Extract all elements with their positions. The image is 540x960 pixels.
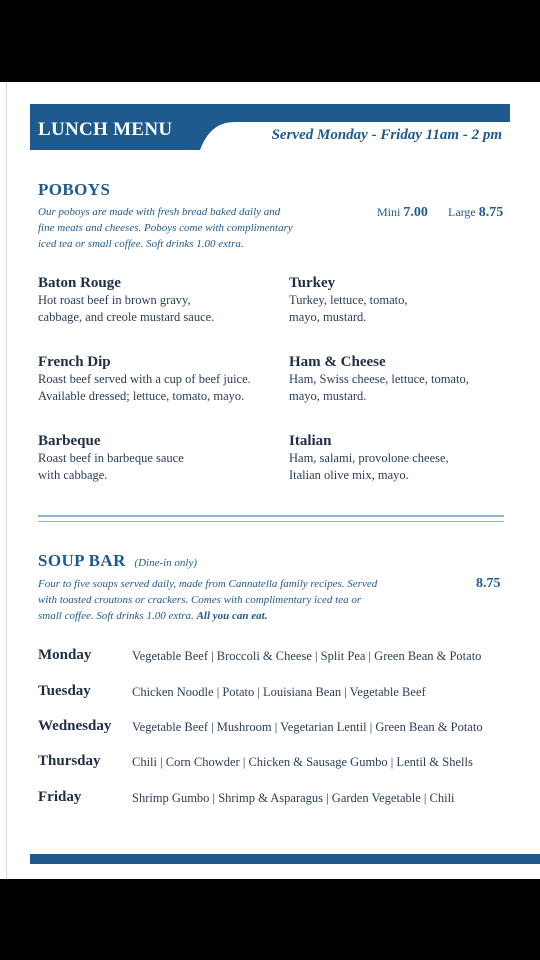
poboy-desc-line: Italian olive mix, mayo. bbox=[289, 468, 409, 482]
soup-bar-note: (Dine-in only) bbox=[134, 557, 198, 569]
day-name: Thursday bbox=[38, 753, 101, 769]
poboy-item bbox=[289, 274, 408, 326]
poboys-description-line: iced tea or small coffee. Soft drinks 1.00 extra. bbox=[38, 238, 244, 250]
menu-hours: Served Monday - Friday 11am - 2 pm bbox=[271, 127, 502, 143]
day-name: Friday bbox=[38, 789, 82, 805]
soup-day-row bbox=[38, 753, 508, 773]
mini-price bbox=[377, 205, 428, 221]
mini-price-value: 7.00 bbox=[403, 205, 428, 220]
poboy-desc-line: Ham, salami, provolone cheese, bbox=[289, 451, 449, 465]
bottom-bar bbox=[30, 854, 540, 864]
poboy-desc-line: mayo, mustard. bbox=[289, 310, 367, 324]
poboys-title: POBOYS bbox=[38, 180, 111, 199]
poboy-desc-line: cabbage, and creole mustard sauce. bbox=[38, 310, 215, 324]
poboy-desc-line: Ham, Swiss cheese, lettuce, tomato, bbox=[289, 372, 469, 386]
large-price bbox=[448, 205, 503, 221]
poboy-desc-line: Hot roast beef in brown gravy, bbox=[38, 293, 191, 307]
soup-day-row bbox=[38, 718, 508, 738]
large-price-value: 8.75 bbox=[478, 205, 504, 220]
poboy-desc-line: Roast beef served with a cup of beef juice. bbox=[38, 372, 251, 386]
poboy-name: Baton Rouge bbox=[38, 275, 121, 291]
day-soups: Vegetable Beef | Broccoli & Cheese | Split Pea | Green Bean & Potato bbox=[132, 649, 482, 663]
poboy-name: Barbeque bbox=[38, 433, 101, 449]
soup-bar-title: SOUP BAR bbox=[38, 551, 126, 570]
day-name: Wednesday bbox=[38, 718, 112, 734]
poboys-description-line: fine meats and cheeses. Poboys come with complimentary bbox=[38, 222, 293, 234]
soup-bar-price bbox=[476, 576, 501, 592]
poboy-desc-line: mayo, mustard. bbox=[289, 389, 367, 403]
poboy-item bbox=[38, 353, 251, 405]
mini-label: Mini bbox=[377, 205, 401, 219]
soup-bar-heading bbox=[38, 551, 197, 571]
all-you-can-eat: All you can eat. bbox=[196, 610, 268, 622]
day-name: Monday bbox=[38, 647, 92, 663]
soup-description-line: with toasted croutons or crackers. Comes with complimentary iced tea or bbox=[38, 594, 362, 606]
poboy-desc-line: Available dressed; lettuce, tomato, mayo. bbox=[38, 389, 245, 403]
day-soups: Vegetable Beef | Mushroom | Vegetarian Lentil | Green Bean & Potato bbox=[132, 720, 483, 734]
large-label: Large bbox=[448, 205, 476, 219]
poboy-item bbox=[38, 432, 184, 484]
poboys-description-line: Our poboys are made with fresh bread baked daily and bbox=[38, 206, 281, 218]
poboys-description bbox=[38, 204, 293, 252]
menu-page bbox=[0, 82, 540, 879]
poboy-name: Italian bbox=[289, 433, 332, 449]
poboy-item bbox=[289, 353, 469, 405]
soup-description-line bbox=[38, 608, 377, 624]
soup-day-row bbox=[38, 789, 508, 809]
soup-bar-description bbox=[38, 576, 377, 624]
soup-description-line: Four to five soups served daily, made from Cannatella family recipes. Served bbox=[38, 578, 378, 590]
poboy-name: Turkey bbox=[289, 275, 336, 291]
day-name: Tuesday bbox=[38, 683, 91, 699]
poboy-desc-line: Roast beef in barbeque sauce bbox=[38, 451, 184, 465]
day-soups: Shrimp Gumbo | Shrimp & Asparagus | Garden Vegetable | Chili bbox=[132, 791, 455, 805]
soup-day-row bbox=[38, 683, 508, 703]
section-divider bbox=[38, 515, 504, 522]
soup-day-row bbox=[38, 647, 508, 667]
menu-title: LUNCH MENU bbox=[38, 119, 173, 140]
poboy-desc-line: Turkey, lettuce, tomato, bbox=[289, 293, 408, 307]
day-soups: Chili | Corn Chowder | Chicken & Sausage Gumbo | Lentil & Shells bbox=[132, 755, 473, 769]
soup-bar-price-value: 8.75 bbox=[476, 576, 501, 591]
poboy-item bbox=[38, 274, 214, 326]
soup-description-last: small coffee. Soft drinks 1.00 extra. bbox=[38, 610, 194, 622]
poboy-item bbox=[289, 432, 449, 484]
page-edge-line bbox=[6, 82, 7, 879]
poboy-name: French Dip bbox=[38, 354, 111, 370]
day-soups: Chicken Noodle | Potato | Louisiana Bean | Vegetable Beef bbox=[132, 685, 426, 699]
poboy-desc-line: with cabbage. bbox=[38, 468, 108, 482]
poboy-name: Ham & Cheese bbox=[289, 354, 386, 370]
header-banner bbox=[30, 104, 510, 150]
